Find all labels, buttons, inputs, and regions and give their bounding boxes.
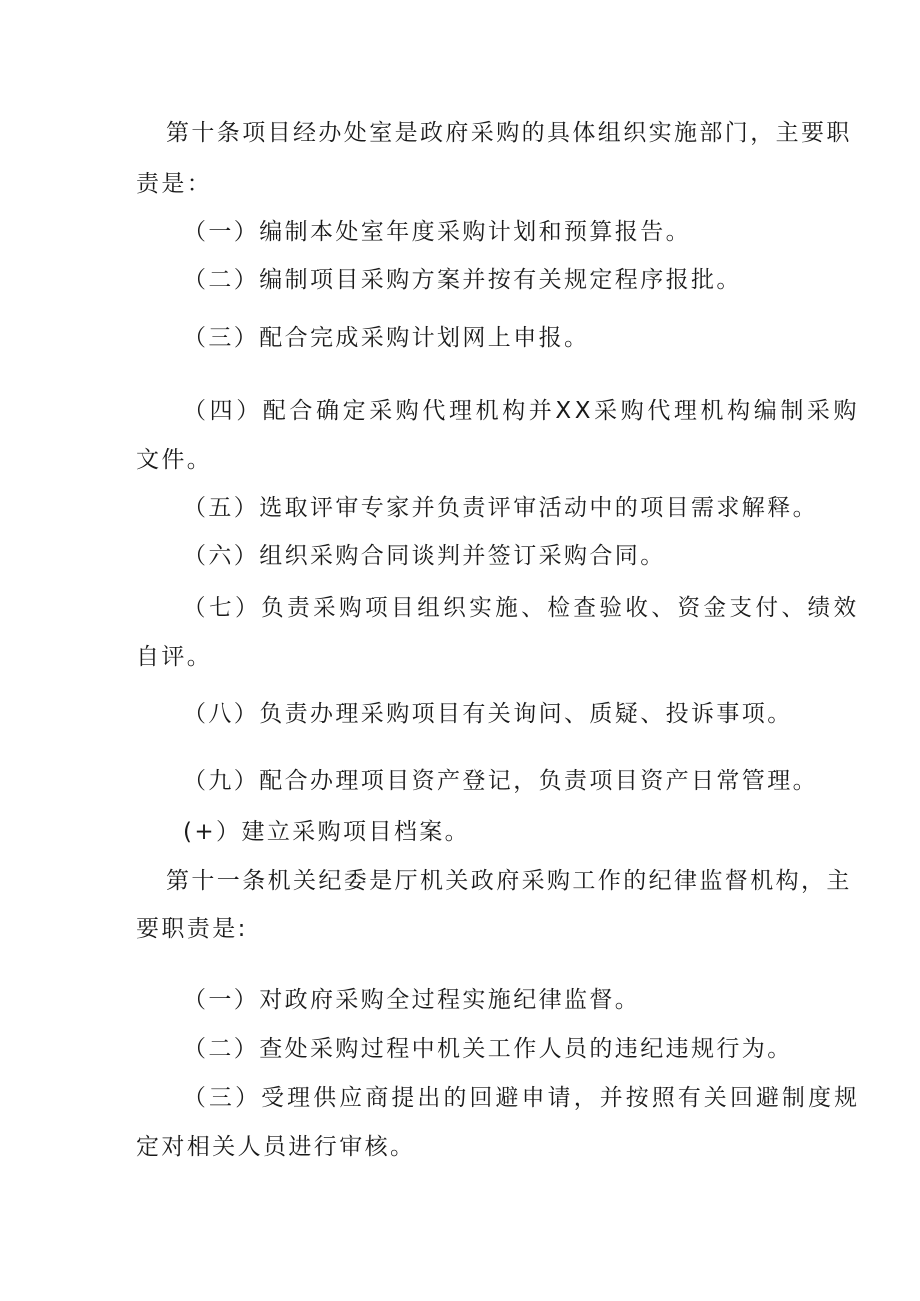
article-10-item-4: （四）配合确定采购代理机构并XX采购代理机构编制采购 bbox=[183, 398, 861, 424]
article-10-item-2: （二）编制项目采购方案并按有关规定程序报批。 bbox=[183, 267, 742, 293]
article-10-item-8: （八）负责办理采购项目有关询问、质疑、投诉事项。 bbox=[183, 701, 793, 727]
article-11-heading: 第十一条机关纪委是厅机关政府采购工作的纪律监督机构，主 bbox=[166, 868, 852, 894]
article-10-heading: 第十条项目经办处室是政府采购的具体组织实施部门，主要职 bbox=[166, 120, 852, 146]
article-10-item-3: （三）配合完成采购计划网上申报。 bbox=[183, 325, 590, 351]
article-10-heading-continued: 责是： bbox=[136, 171, 213, 197]
article-10-item-4-continued: 文件。 bbox=[136, 447, 213, 473]
article-10-item-9: （九）配合办理项目资产登记，负责项目资产日常管理。 bbox=[183, 768, 818, 794]
article-10-item-7-continued: 自评。 bbox=[136, 644, 213, 670]
article-10-item-5: （五）选取评审专家并负责评审活动中的项目需求解释。 bbox=[183, 495, 818, 521]
article-10-item-1: （一）编制本处室年度采购计划和预算报告。 bbox=[183, 219, 691, 245]
article-10-item-10: (+）建立采购项目档案。 bbox=[183, 819, 471, 845]
article-10-item-6: （六）组织采购合同谈判并签订采购合同。 bbox=[183, 543, 666, 569]
article-11-item-1: （一）对政府采购全过程实施纪律监督。 bbox=[183, 987, 641, 1013]
article-11-item-2: （二）查处采购过程中机关工作人员的违纪违规行为。 bbox=[183, 1036, 793, 1062]
article-11-item-3: （三）受理供应商提出的回避申请，并按照有关回避制度规 bbox=[183, 1085, 861, 1111]
article-11-item-3-continued: 定对相关人员进行审核。 bbox=[136, 1134, 416, 1160]
article-10-item-7: （七）负责采购项目组织实施、检查验收、资金支付、绩效 bbox=[183, 595, 860, 621]
article-11-heading-continued: 要职责是: bbox=[136, 916, 248, 942]
